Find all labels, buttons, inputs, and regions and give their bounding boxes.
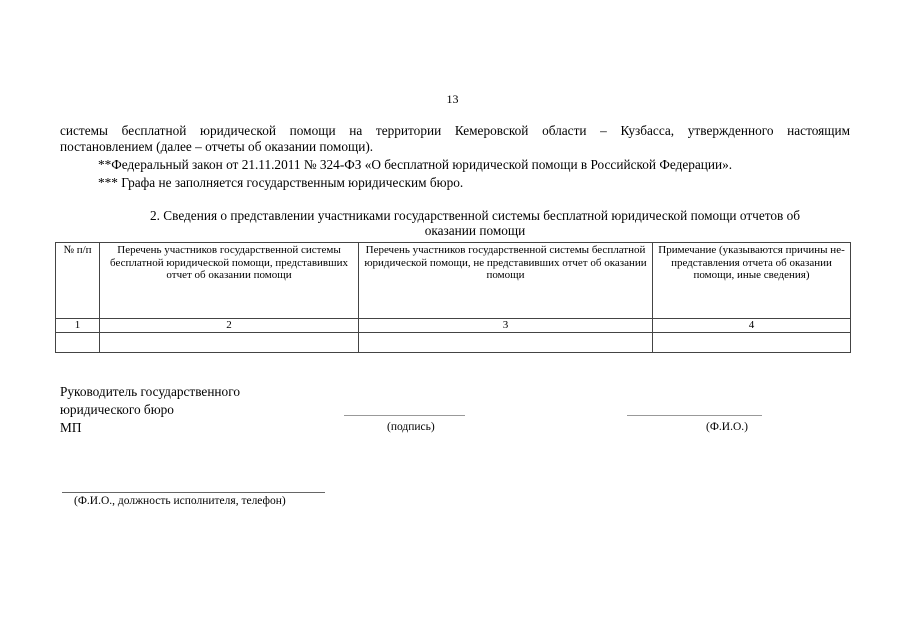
signature-block-label	[60, 383, 240, 437]
footnote-column-note: *** Графа не заполняется государственным юридическим бюро.	[98, 175, 464, 190]
section-title-line1: 2. Сведения о представлении участниками государственной системы бесплатной юридической помощи отчетов об	[149, 208, 801, 223]
paragraph-continuation-end: постановлением (далее – отчеты об оказании помощи).	[60, 139, 374, 154]
table-cell	[653, 333, 851, 353]
signature-line	[344, 415, 465, 416]
footnote-federal-law: **Федеральный закон от 21.11.2011 № 324-ФЗ «О бесплатной юридической помощи в Российской Федерации».	[98, 157, 733, 172]
table-row	[56, 333, 851, 353]
column-number-cell: 1	[56, 319, 100, 333]
reports-table	[55, 242, 851, 353]
column-number-cell: 2	[100, 319, 359, 333]
table-cell	[359, 333, 653, 353]
section-title-line2: оказании помощи	[424, 222, 526, 238]
header-submitted: Перечень участников государственной системы бесплатной юридической помощи, представивших отчет об оказании помощи	[100, 243, 359, 319]
table-cell	[100, 333, 359, 353]
header-note: Примечание (указываются причины не-представления отчета об оказании помощи, иные сведения)	[653, 243, 851, 319]
header-not-submitted: Перечень участников государственной системы бесплатной юридической помощи, не представивших отчет об оказании помощи	[359, 243, 653, 319]
executor-line	[62, 492, 325, 493]
fio-line	[627, 415, 762, 416]
table-header-row	[56, 243, 851, 319]
column-number-cell: 3	[359, 319, 653, 333]
head-title-line2: юридического бюро	[60, 402, 174, 417]
signature-caption: (подпись)	[387, 421, 435, 433]
page-number: 13	[446, 92, 459, 106]
fio-caption: (Ф.И.О.)	[706, 421, 748, 433]
section-title	[60, 209, 890, 238]
executor-caption: (Ф.И.О., должность исполнителя, телефон)	[74, 495, 286, 507]
table-cell	[56, 333, 100, 353]
table-column-numbers-row	[56, 319, 851, 333]
head-title-line1: Руководитель государственного	[60, 384, 240, 399]
column-number-cell: 4	[653, 319, 851, 333]
stamp-place-label: МП	[60, 420, 82, 435]
paragraph-continuation: системы бесплатной юридической помощи на территории Кемеровской области – Кузбасса, утвержденного настоящим	[60, 123, 850, 138]
header-number: № п/п	[56, 243, 100, 319]
